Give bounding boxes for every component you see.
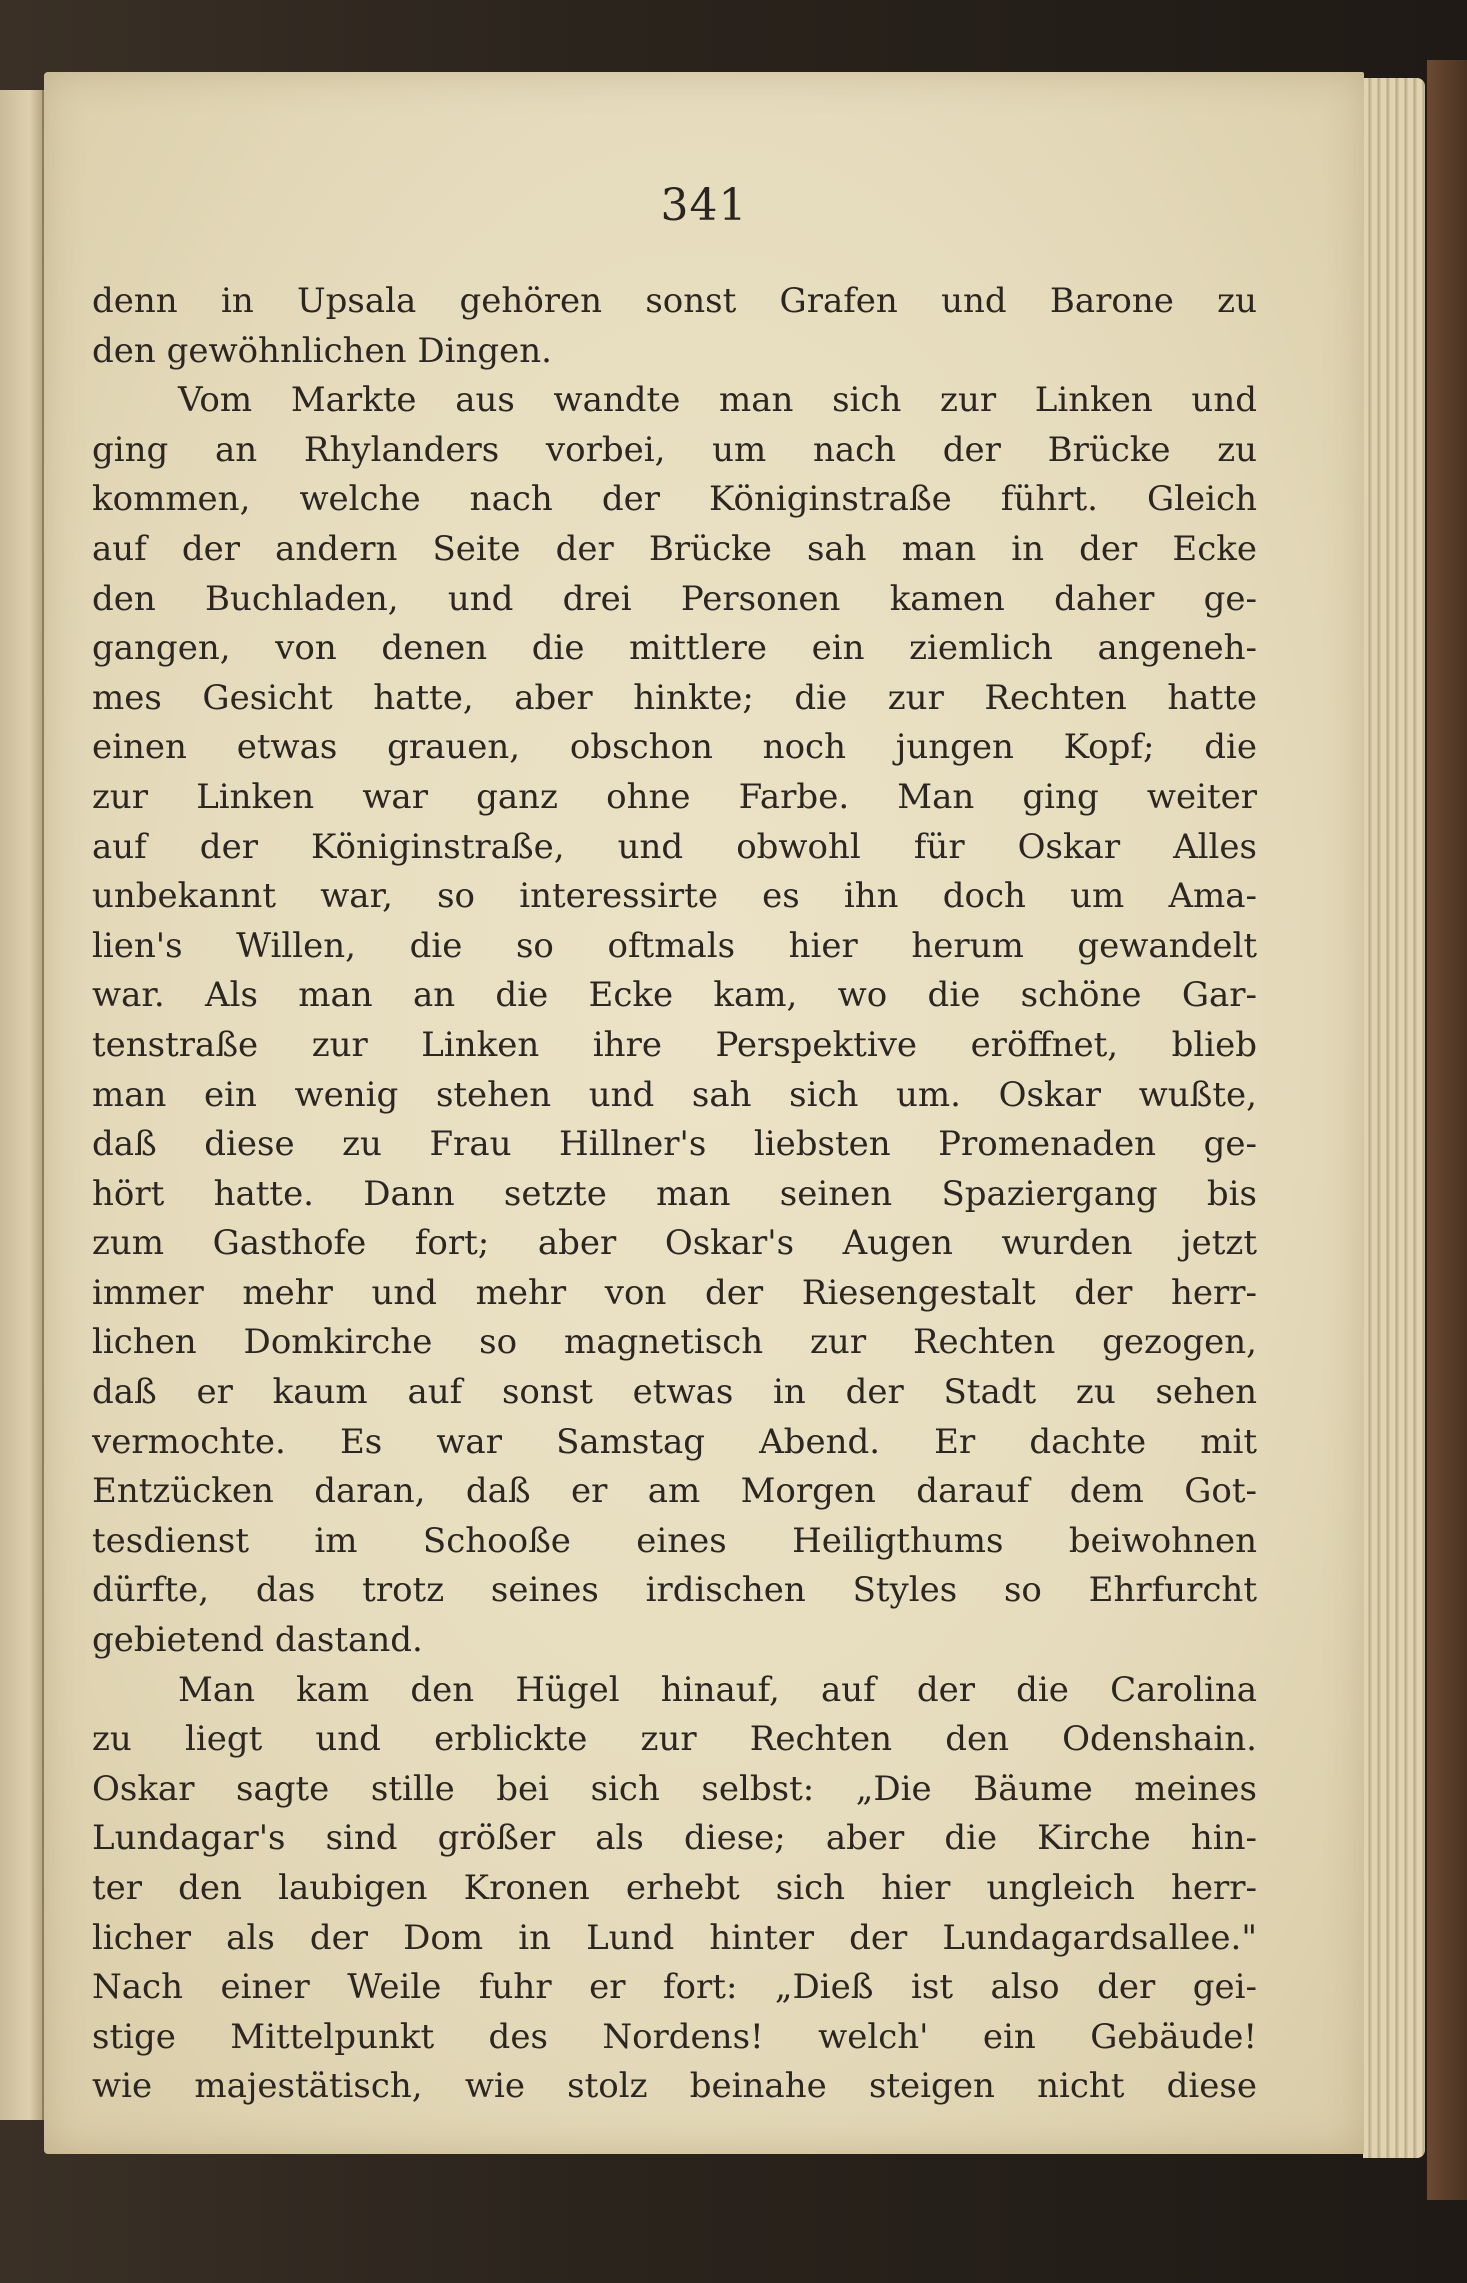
text-line: den gewöhnlichen Dingen. [92, 330, 552, 371]
text-line: mes Gesicht hatte, aber hinkte; die zur Rechten hatte [92, 677, 1257, 718]
text-line: auf der Königinstraße, und obwohl für Oskar Alles [92, 826, 1257, 867]
text-line: auf der andern Seite der Brücke sah man in der Ecke [92, 528, 1257, 569]
text-line: man ein wenig stehen und sah sich um. Oskar wußte, [92, 1074, 1257, 1115]
text-line: licher als der Dom in Lund hinter der Lundagardsallee." [92, 1917, 1257, 1958]
cover-edge [1427, 60, 1467, 2200]
text-line: dürfte, das trotz seines irdischen Styles so Ehrfurcht [92, 1570, 1257, 1611]
text-line: Man kam den Hügel hinauf, auf der die Carolina [178, 1669, 1257, 1710]
text-line: kommen, welche nach der Königinstraße führt. Gleich [92, 479, 1257, 520]
text-line: Nach einer Weile fuhr er fort: „Dieß ist also der gei- [92, 1967, 1257, 2008]
text-line: Vom Markte aus wandte man sich zur Linken und [178, 380, 1257, 421]
text-line: lien's Willen, die so oftmals hier herum gewandelt [92, 925, 1257, 966]
text-line: einen etwas grauen, obschon noch jungen Kopf; die [92, 727, 1257, 768]
text-line: war. Als man an die Ecke kam, wo die schöne Gar- [92, 975, 1257, 1016]
text-line: Entzücken daran, daß er am Morgen darauf dem Got- [92, 1471, 1257, 1512]
text-line: tesdienst im Schooße eines Heiligthums beiwohnen [92, 1520, 1257, 1561]
body-text [92, 277, 1257, 2112]
text-line: wie majestätisch, wie stolz beinahe steigen nicht diese [92, 2066, 1257, 2107]
facing-page-edge [0, 90, 44, 2120]
text-line: vermochte. Es war Samstag Abend. Er dachte mit [92, 1421, 1257, 1462]
text-line: stige Mittelpunkt des Nordens! welch' ein Gebäude! [92, 2016, 1257, 2057]
text-line: hört hatte. Dann setzte man seinen Spaziergang bis [92, 1173, 1257, 1214]
text-line: zur Linken war ganz ohne Farbe. Man ging weiter [92, 776, 1257, 817]
text-line: zu liegt und erblickte zur Rechten den Odenshain. [92, 1719, 1257, 1760]
text-line: daß diese zu Frau Hillner's liebsten Promenaden ge- [92, 1124, 1257, 1165]
text-line: ter den laubigen Kronen erhebt sich hier ungleich herr- [92, 1868, 1257, 1908]
text-line: gebietend dastand. [92, 1620, 423, 1661]
text-line: Oskar sagte stille bei sich selbst: „Die Bäume meines [92, 1768, 1257, 1809]
text-line: gangen, von denen die mittlere ein ziemlich angeneh- [92, 628, 1257, 669]
text-line: daß er kaum auf sonst etwas in der Stadt zu sehen [92, 1372, 1257, 1413]
text-line: unbekannt war, so interessirte es ihn doch um Ama- [92, 876, 1257, 917]
text-line: Lundagar's sind größer als diese; aber die Kirche hin- [92, 1818, 1257, 1859]
book-page [44, 72, 1364, 2154]
text-line: denn in Upsala gehören sonst Grafen und Barone zu [92, 281, 1257, 321]
page-number: 341 [660, 180, 748, 231]
text-line: lichen Domkirche so magnetisch zur Rechten gezogen, [92, 1322, 1257, 1363]
text-line: den Buchladen, und drei Personen kamen daher ge- [92, 578, 1257, 619]
text-line: immer mehr und mehr von der Riesengestalt der herr- [92, 1272, 1257, 1313]
text-line: zum Gasthofe fort; aber Oskar's Augen wurden jetzt [92, 1223, 1257, 1264]
text-line: tenstraße zur Linken ihre Perspektive eröffnet, blieb [92, 1024, 1257, 1065]
page-stack-edge [1363, 78, 1425, 2158]
text-line: ging an Rhylanders vorbei, um nach der Brücke zu [92, 429, 1257, 470]
